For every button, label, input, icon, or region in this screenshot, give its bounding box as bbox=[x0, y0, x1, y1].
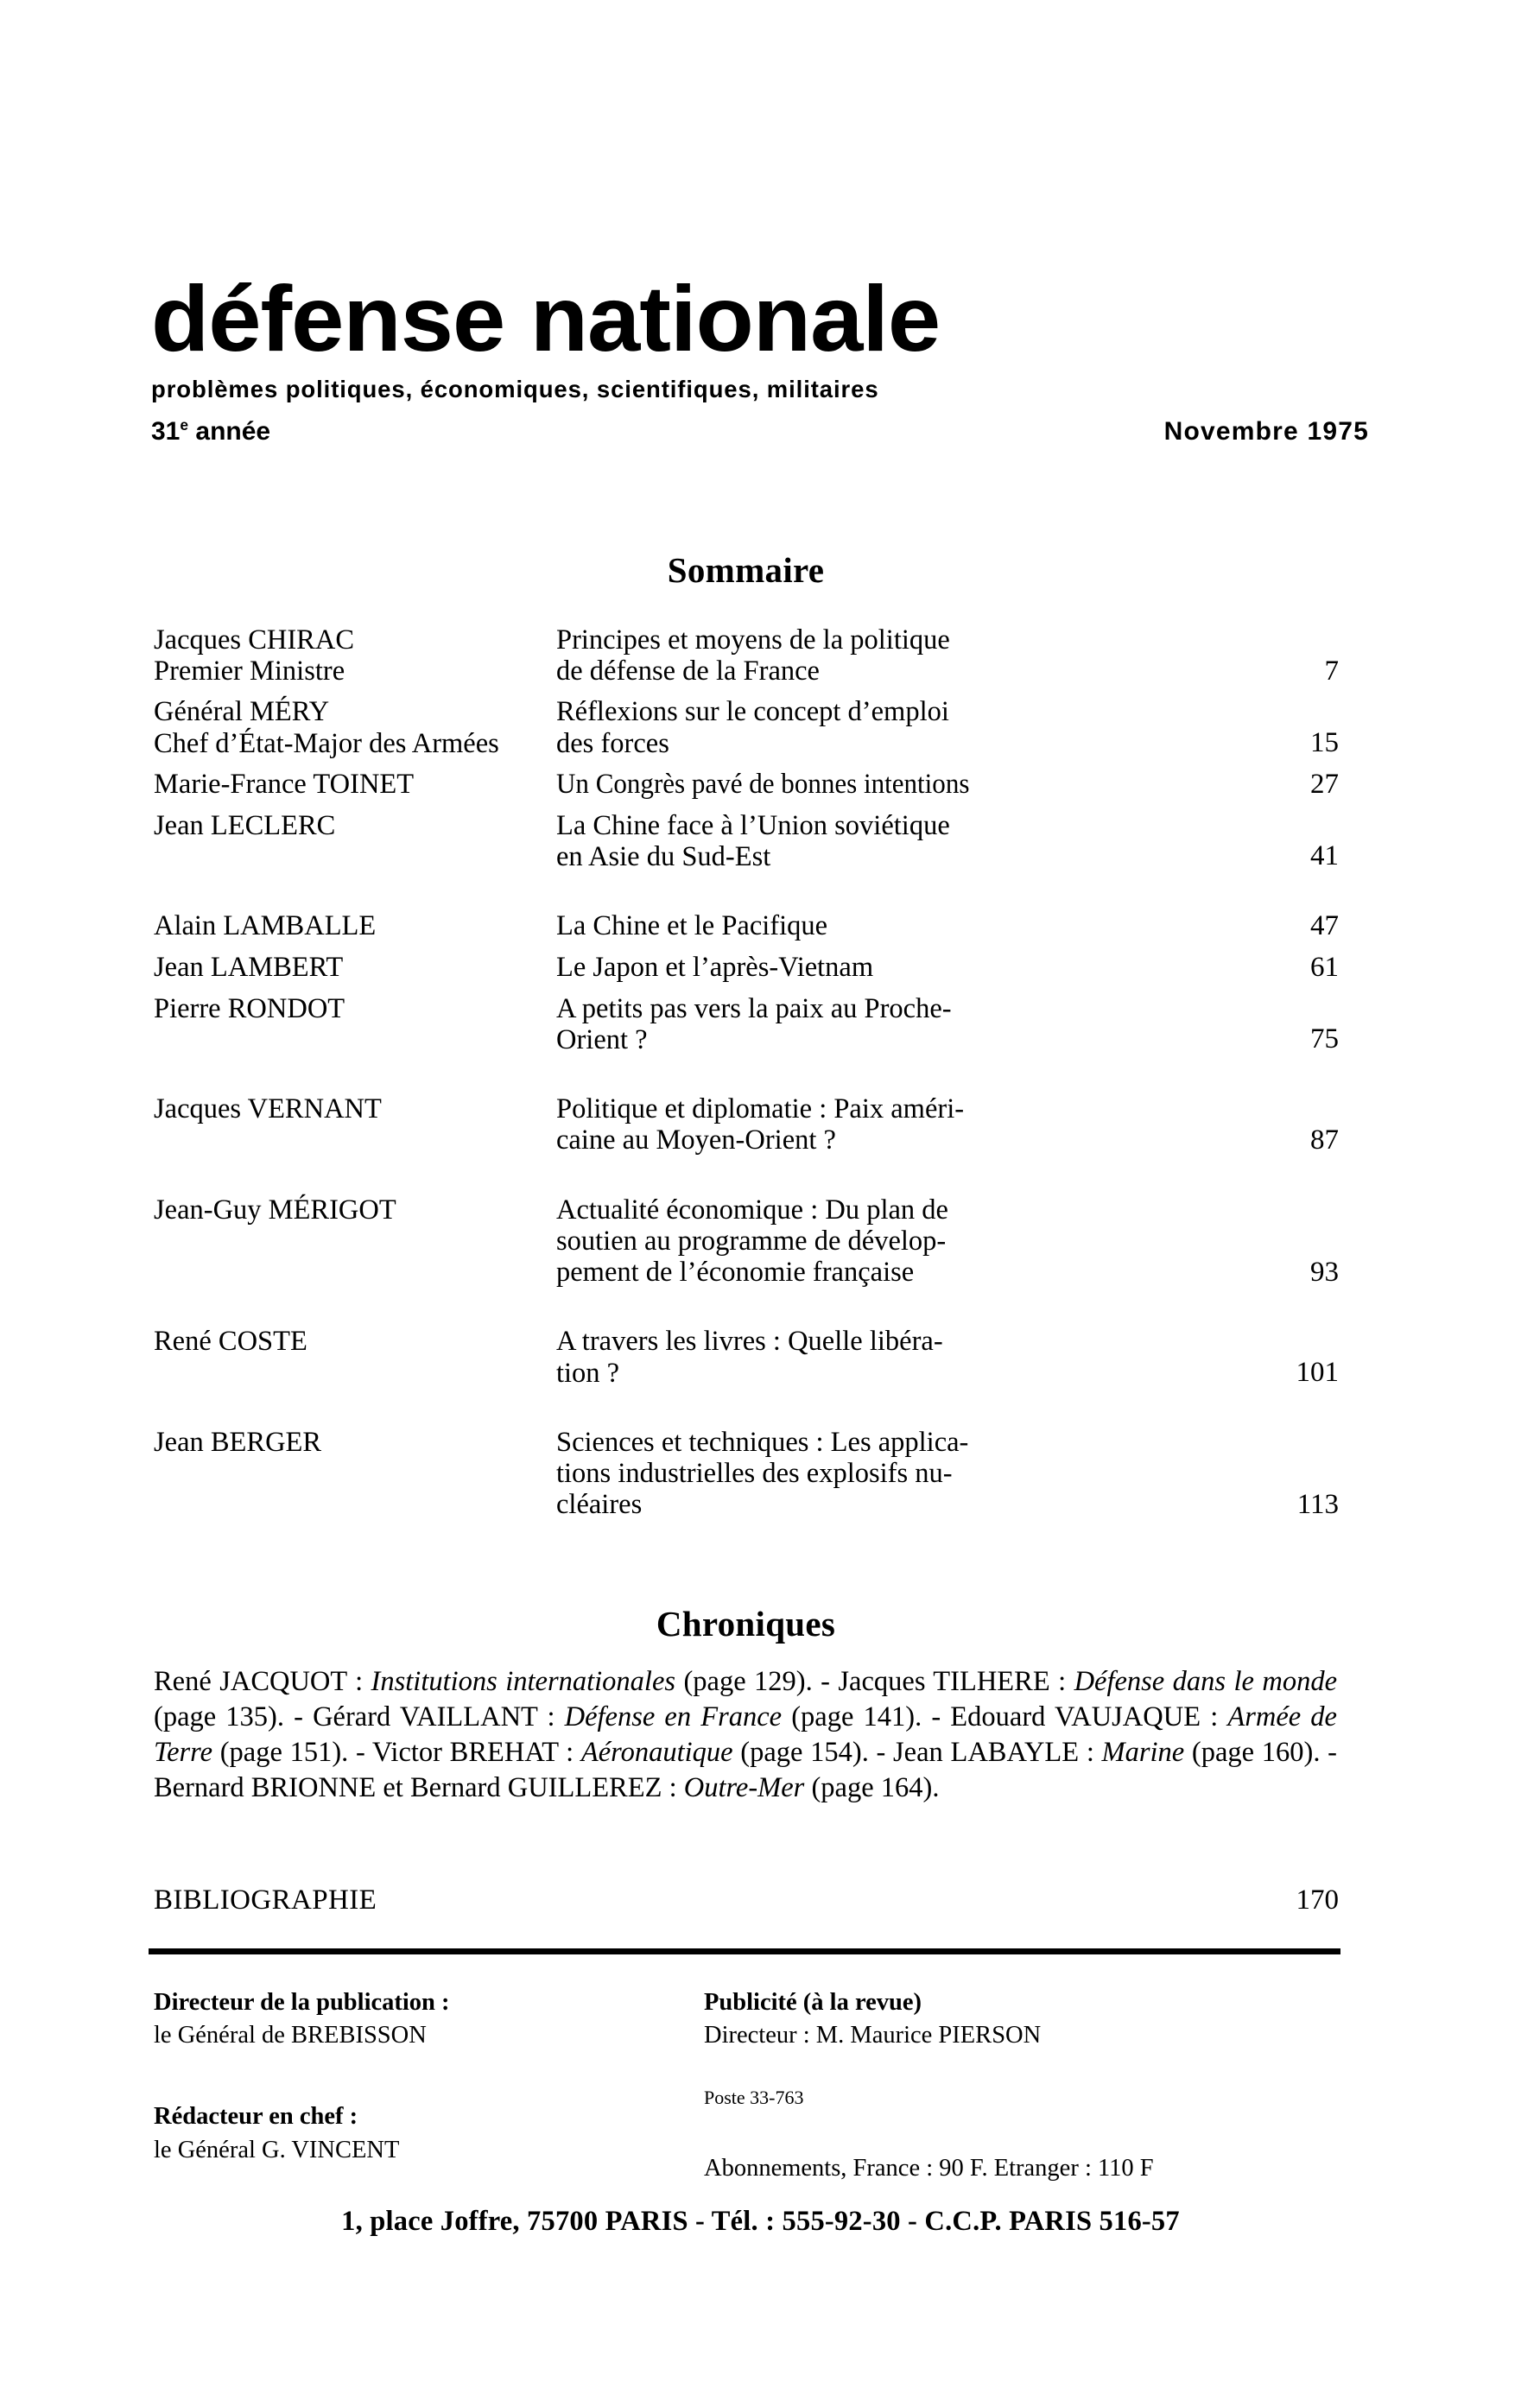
volume-year-number: 31 bbox=[151, 416, 181, 446]
chronique-title: Armée de Terre bbox=[154, 1701, 1337, 1768]
table-of-contents bbox=[154, 624, 1339, 1521]
article-title-line: en Asie du Sud-Est bbox=[556, 840, 771, 872]
author-name: René COSTE bbox=[154, 1326, 307, 1358]
issue-date: Novembre 1975 bbox=[1163, 416, 1369, 446]
chronique-author: Victor BREHAT : bbox=[371, 1736, 581, 1768]
article-title-line: soutien au programme de dévelop- bbox=[556, 1225, 947, 1257]
article-title-line bbox=[556, 769, 1239, 800]
toc-entry[interactable] bbox=[154, 624, 1339, 687]
toc-entry-title bbox=[556, 910, 1239, 942]
toc-entry-page-number: 7 bbox=[1324, 655, 1339, 687]
chroniques-paragraph bbox=[154, 1664, 1337, 1806]
toc-entry[interactable] bbox=[154, 1326, 1339, 1388]
bibliographie-page-number: 170 bbox=[1296, 1884, 1339, 1916]
chronique-title: Outre-Mer bbox=[683, 1771, 805, 1803]
author-name: Général MÉRY bbox=[154, 696, 330, 728]
toc-spacer-row bbox=[154, 1307, 1339, 1326]
article-title-line: A petits pas vers la paix au Proche- bbox=[556, 992, 952, 1024]
footer-address-line bbox=[0, 2206, 1540, 2238]
toc-entry-author bbox=[154, 696, 556, 758]
toc-entry[interactable] bbox=[154, 810, 1339, 872]
article-title-line: Actualité économique : Du plan de bbox=[556, 1194, 948, 1226]
toc-spacer-row bbox=[154, 1055, 1339, 1074]
toc-spacer-row bbox=[154, 872, 1339, 891]
toc-entry-author bbox=[154, 810, 556, 872]
toc-spacer-row bbox=[154, 1074, 1339, 1093]
toc-entry-author bbox=[154, 1326, 556, 1388]
chronique-author: Jean LABAYLE : bbox=[893, 1736, 1102, 1768]
toc-entry-title bbox=[556, 769, 1239, 801]
author-name: Jacques CHIRAC bbox=[154, 624, 354, 656]
chronique-author: René JACQUOT : bbox=[154, 1666, 371, 1697]
toc-entry-page-number: 93 bbox=[1310, 1256, 1339, 1288]
article-rubric: A travers les livres bbox=[556, 1326, 766, 1358]
toc-entry-title bbox=[556, 810, 1239, 872]
chronique-title: Défense dans le monde bbox=[1074, 1666, 1337, 1697]
advertising-block bbox=[704, 1986, 1347, 2052]
toc-entry-title bbox=[556, 1093, 1239, 1156]
sommaire-heading: Sommaire bbox=[667, 550, 825, 590]
publication-director-label: Directeur de la publication : bbox=[154, 1989, 450, 2016]
toc-entry-page-number: 87 bbox=[1310, 1124, 1339, 1156]
chronique-page-ref: (page 135). - bbox=[154, 1701, 314, 1732]
toc-entry-page-number: 101 bbox=[1296, 1357, 1339, 1389]
article-title-line: tions industrielles des explosifs nu- bbox=[556, 1458, 953, 1490]
toc-spacer-row bbox=[154, 942, 1339, 952]
toc-entry-author bbox=[154, 910, 556, 942]
chroniques-heading: Chroniques bbox=[656, 1604, 836, 1644]
author-name: Jacques VERNANT bbox=[154, 1093, 382, 1125]
volume-year bbox=[151, 417, 270, 447]
toc-entry-page-number: 113 bbox=[1296, 1488, 1339, 1520]
subscription-rates: Abonnements, France : 90 F. Etranger : 110 F bbox=[704, 2154, 1154, 2182]
chronique-title: Aéronautique bbox=[580, 1736, 733, 1768]
colophon-right-column bbox=[704, 1986, 1347, 2185]
colophon-right-spacer bbox=[704, 2111, 1347, 2152]
toc-spacer-row bbox=[154, 891, 1339, 910]
chronique-page-ref: (page 164). bbox=[804, 1771, 940, 1803]
chronique-title: Institutions internationales bbox=[371, 1666, 676, 1697]
toc-entry-title bbox=[556, 696, 1239, 758]
journal-title: défense nationale bbox=[151, 266, 941, 371]
toc-entry-title bbox=[556, 1326, 1239, 1388]
toc-entry-author bbox=[154, 1427, 556, 1521]
chronique-page-ref: (page 129). - bbox=[675, 1666, 839, 1697]
article-title-line: de défense de la France bbox=[556, 656, 820, 687]
chronique-page-ref: (page 154). - bbox=[732, 1736, 894, 1768]
toc-entry-page-number: 75 bbox=[1310, 1023, 1339, 1055]
toc-entry-title bbox=[556, 993, 1239, 1055]
author-role: Chef d’État-Major des Armées bbox=[154, 727, 499, 759]
toc-entry-title bbox=[556, 1427, 1239, 1521]
article-title-line: Principes et moyens de la politique bbox=[556, 624, 950, 656]
footer-address-text: 1, place Joffre, 75700 PARIS - Tél. : 555-92-30 - C.C.P. PARIS 516-57 bbox=[341, 2206, 1180, 2237]
author-name: Pierre RONDOT bbox=[154, 992, 345, 1024]
toc-entry-author bbox=[154, 993, 556, 1055]
journal-subtitle: problèmes politiques, économiques, scientifiques, militaires bbox=[151, 375, 879, 402]
colophon-left-spacer bbox=[154, 2085, 620, 2100]
toc-entry-author bbox=[154, 769, 556, 801]
article-title-line: La Chine et le Pacifique bbox=[556, 910, 828, 942]
chronique-author: Jacques TILHERE : bbox=[838, 1666, 1074, 1697]
toc-entry-page-number: 41 bbox=[1310, 840, 1339, 872]
article-title-text: Un Congrès pavé de bonnes intentions bbox=[556, 768, 970, 800]
toc-entry-page-number: 61 bbox=[1310, 951, 1339, 983]
toc-spacer-row bbox=[154, 1156, 1339, 1175]
author-name: Jean LECLERC bbox=[154, 809, 336, 841]
chronique-author: Edouard VAUJAQUE : bbox=[950, 1701, 1228, 1732]
toc-entry[interactable] bbox=[154, 769, 1339, 801]
toc-spacer-row bbox=[154, 759, 1339, 769]
toc-entry-author bbox=[154, 1093, 556, 1156]
author-name: Jean-Guy MÉRIGOT bbox=[154, 1194, 396, 1226]
editor-in-chief-block bbox=[154, 2100, 620, 2166]
toc-entry[interactable] bbox=[154, 1194, 1339, 1289]
toc-entry-title bbox=[556, 952, 1239, 984]
volume-year-word: année bbox=[188, 416, 271, 446]
toc-spacer-row bbox=[154, 1175, 1339, 1194]
author-name: Jean LAMBERT bbox=[154, 951, 344, 983]
article-title-line: tion ? bbox=[556, 1357, 620, 1389]
toc-spacer-row bbox=[154, 1288, 1339, 1307]
author-name: Alain LAMBALLE bbox=[154, 910, 377, 942]
horizontal-divider bbox=[149, 1948, 1340, 1954]
volume-year-ordinal: e bbox=[180, 415, 189, 434]
article-title-line: Orient ? bbox=[556, 1023, 648, 1055]
advertising-label: Publicité (à la revue) bbox=[704, 1989, 922, 2016]
article-title-line: pement de l’économie française bbox=[556, 1257, 915, 1289]
toc-entry[interactable] bbox=[154, 952, 1339, 984]
publication-director-name: le Général de BREBISSON bbox=[154, 2022, 427, 2049]
masthead bbox=[151, 266, 1369, 453]
article-rubric: Actualité économique bbox=[556, 1194, 804, 1226]
toc-entry[interactable] bbox=[154, 910, 1339, 942]
article-title-line: Politique et diplomatie : Paix améri- bbox=[556, 1093, 965, 1125]
bibliographie-label: BIBLIOGRAPHIE bbox=[154, 1884, 377, 1916]
editor-in-chief-name: le Général G. VINCENT bbox=[154, 2136, 400, 2163]
toc-entry[interactable] bbox=[154, 1427, 1339, 1521]
article-title-line: caine au Moyen-Orient ? bbox=[556, 1124, 836, 1156]
toc-spacer-row bbox=[154, 687, 1339, 696]
phone-extension: Poste 33-763 bbox=[704, 2087, 804, 2109]
editor-in-chief-label: Rédacteur en chef : bbox=[154, 2103, 358, 2131]
article-title-line: des forces bbox=[556, 727, 669, 759]
toc-entry[interactable] bbox=[154, 993, 1339, 1055]
article-title-line: La Chine face à l’Union soviétique bbox=[556, 809, 950, 841]
article-title-line: A travers les livres : Quelle libéra- bbox=[556, 1326, 943, 1358]
article-title-line: cléaires bbox=[556, 1489, 643, 1521]
chronique-title: Marine bbox=[1101, 1736, 1185, 1768]
toc-entry-title bbox=[556, 1194, 1239, 1289]
chronique-author: Bernard BRIONNE et Bernard GUILLEREZ : bbox=[154, 1771, 684, 1803]
toc-entry-title bbox=[556, 624, 1239, 687]
toc-entry-page-number: 15 bbox=[1310, 727, 1339, 759]
bibliographie-row bbox=[154, 1884, 1339, 1916]
toc-entry-page-number: 27 bbox=[1310, 768, 1339, 800]
toc-spacer-row bbox=[154, 1408, 1339, 1427]
toc-spacer-row bbox=[154, 984, 1339, 993]
colophon-left-column bbox=[154, 1986, 620, 2200]
toc-entry-author bbox=[154, 952, 556, 984]
chronique-author: Gérard VAILLANT : bbox=[313, 1701, 565, 1732]
masthead-meta-row bbox=[151, 417, 1369, 453]
article-title-line: Réflexions sur le concept d’emploi bbox=[556, 696, 949, 728]
toc-entry[interactable] bbox=[154, 1093, 1339, 1156]
chronique-title: Défense en France bbox=[564, 1701, 783, 1732]
publication-director-block bbox=[154, 1986, 620, 2052]
article-rubric: Politique et diplomatie bbox=[556, 1093, 813, 1125]
toc-entry[interactable] bbox=[154, 696, 1339, 758]
toc-spacer-row bbox=[154, 801, 1339, 810]
advertising-director-name: Directeur : M. Maurice PIERSON bbox=[704, 2022, 1042, 2049]
article-rubric: Sciences et techniques bbox=[556, 1426, 809, 1458]
toc-entry-author bbox=[154, 624, 556, 687]
chronique-page-ref: (page 151). - bbox=[212, 1736, 372, 1768]
author-name: Marie-France TOINET bbox=[154, 768, 415, 800]
chronique-page-ref: (page 160). - bbox=[1184, 1736, 1337, 1768]
toc-spacer-row bbox=[154, 1389, 1339, 1408]
author-name: Jean BERGER bbox=[154, 1426, 322, 1458]
chronique-page-ref: (page 141). - bbox=[782, 1701, 951, 1732]
article-title-line: Sciences et techniques : Les applica- bbox=[556, 1426, 969, 1458]
toc-entry-page-number: 47 bbox=[1310, 910, 1339, 942]
author-role: Premier Ministre bbox=[154, 656, 345, 687]
article-title-line: Le Japon et l’après-Vietnam bbox=[556, 951, 874, 983]
toc-entry-author bbox=[154, 1194, 556, 1289]
